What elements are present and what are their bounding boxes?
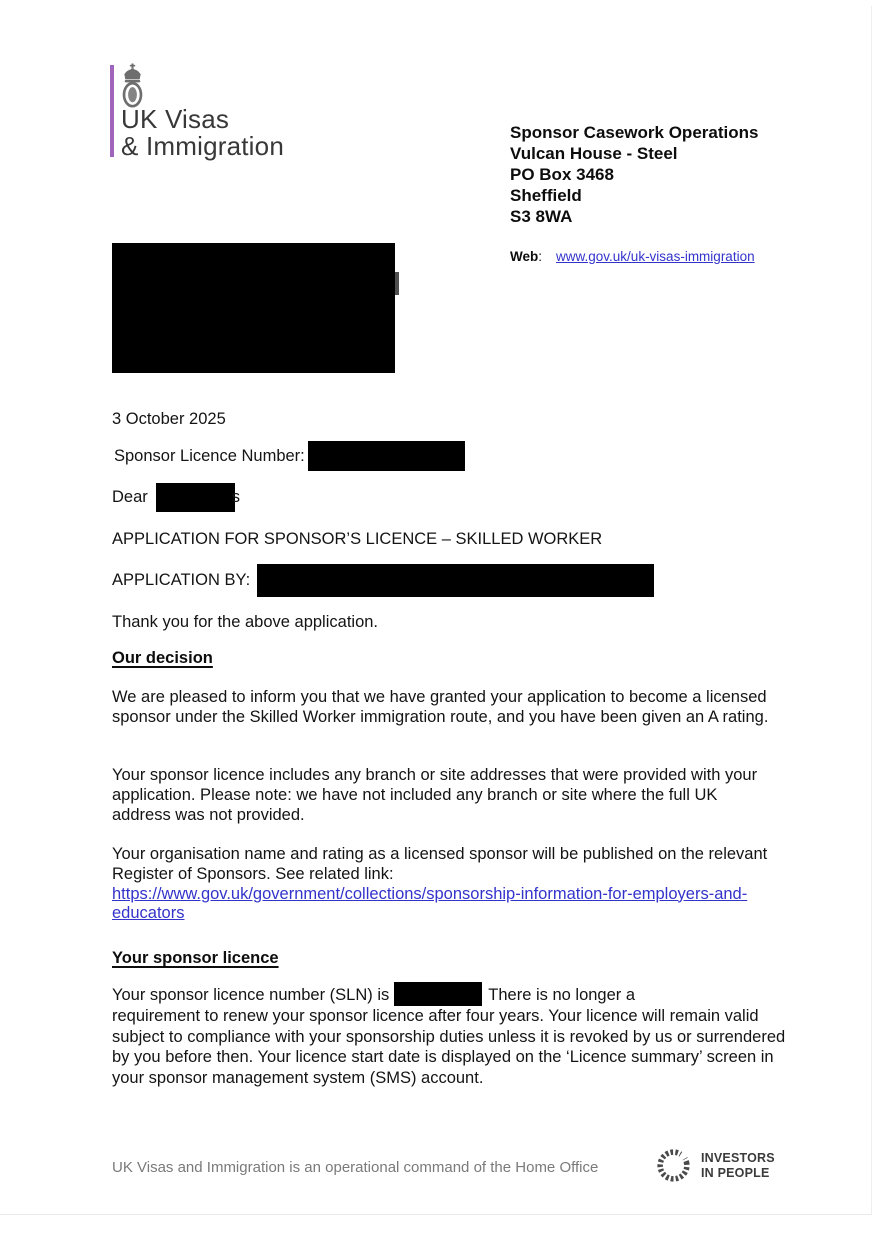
subject-line: APPLICATION FOR SPONSOR’S LICENCE – SKILLED WORKER (112, 530, 603, 548)
licence-paragraph-rest: requirement to renew your sponsor licence after four years. Your licence will remain valid subject to compliance with your sponsorship duties unless it is revoked by us or surrendered by you before then. Your licence start date is displayed on the ‘Licence summary’ screen in your sponsor management system (SMS) account. (112, 1007, 786, 1087)
salutation-suffix: s (231, 488, 241, 506)
iip-text-line2: IN PEOPLE (701, 1165, 770, 1180)
decision-paragraph-2: Your sponsor licence includes any branch or site addresses that were provided with your application. Please note: we have not included any branch or site where the full UK address was not provided. (112, 766, 758, 824)
address-line: S3 8WA (510, 207, 573, 226)
decision-heading: Our decision (112, 649, 213, 667)
redaction-applicant-name (257, 564, 654, 597)
web-separator: : (538, 249, 543, 264)
register-paragraph-text: Your organisation name and rating as a licensed sponsor will be published on the relevant Register of Sponsors. See related link: (112, 845, 768, 883)
licence-paragraph-line1-end: There is no longer a (488, 986, 636, 1004)
licence-heading: Your sponsor licence (112, 949, 279, 967)
redaction-tab (395, 272, 399, 295)
page-right-edge (871, 6, 872, 1214)
letter-date: 3 October 2025 (112, 410, 226, 428)
brand-name-line2: & Immigration (121, 131, 284, 161)
brand-name (121, 106, 284, 160)
iip-text-line1: INVESTORS (701, 1150, 775, 1165)
address-line: Sheffield (510, 186, 582, 205)
application-by-row (112, 563, 654, 597)
licence-paragraph-before: Your sponsor licence number (SLN) is (112, 986, 390, 1004)
sender-address (510, 122, 758, 227)
brand-purple-bar (110, 65, 114, 157)
footer-disclaimer: UK Visas and Immigration is an operational command of the Home Office (112, 1159, 599, 1176)
licence-number-row (114, 440, 465, 472)
laurel-wreath-icon (655, 1147, 692, 1184)
web-link[interactable]: www.gov.uk/uk-visas-immigration (556, 249, 755, 264)
address-line: Sponsor Casework Operations (510, 123, 759, 142)
salutation (112, 482, 240, 512)
address-line: PO Box 3468 (510, 165, 614, 184)
licence-paragraph (112, 982, 788, 1088)
licence-number-label: Sponsor Licence Number: (114, 447, 305, 465)
redaction-recipient-address (112, 243, 395, 373)
royal-crest-icon (119, 63, 146, 108)
brand-name-line1: UK Visas (121, 104, 230, 134)
web-label: Web (510, 249, 539, 264)
address-line: Vulcan House - Steel (510, 144, 678, 163)
page-bottom-edge (0, 1214, 872, 1215)
redaction-sln-inline (394, 982, 482, 1006)
register-link[interactable]: https://www.gov.uk/government/collections/sponsorship-information-for-employers-and-educators (112, 884, 748, 923)
web-row (510, 249, 755, 264)
investors-in-people-logo (655, 1147, 775, 1184)
thank-you-line: Thank you for the above application. (112, 613, 379, 631)
salutation-prefix: Dear (112, 488, 148, 506)
register-paragraph (112, 845, 780, 924)
redaction-recipient-name (156, 483, 235, 512)
application-by-label: APPLICATION BY: (112, 571, 251, 589)
redaction-licence-number (308, 441, 465, 471)
iip-text (701, 1151, 775, 1181)
decision-paragraph-1: We are pleased to inform you that we have granted your application to become a licensed sponsor under the Skilled Worker immigration route, and you have been given an A rating. (112, 688, 769, 726)
